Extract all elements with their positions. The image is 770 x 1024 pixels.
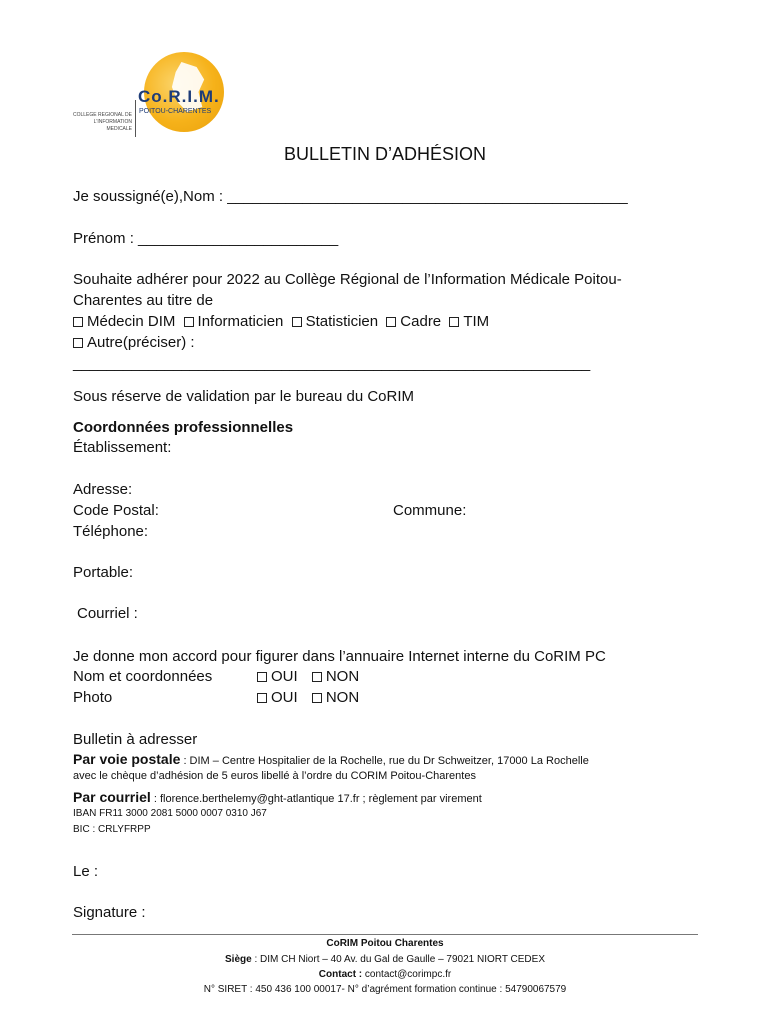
courriel-label: Courriel : <box>77 605 138 622</box>
option-statisticien[interactable]: Statisticien <box>292 313 379 330</box>
options-row <box>73 312 489 332</box>
portable-label: Portable: <box>73 564 134 581</box>
page-title: BULLETIN D’ADHÉSION <box>283 144 487 164</box>
voie-postale-line <box>73 750 589 769</box>
option-cadre[interactable]: Cadre <box>386 313 441 330</box>
courriel-payment-line <box>73 788 482 807</box>
nom-coord-label: Nom et coordonnées <box>73 668 213 685</box>
checkbox-icon[interactable] <box>292 317 302 327</box>
adresse-label: Adresse: <box>73 481 133 498</box>
logo-divider <box>135 100 136 137</box>
bulletin-adresser: Bulletin à adresser <box>73 731 198 748</box>
commune-label: Commune: <box>393 502 467 519</box>
nom-coord-non[interactable]: NON <box>312 668 359 685</box>
nom-coord-oui[interactable]: OUI <box>257 668 298 685</box>
footer-org: CoRIM Poitou Charentes <box>326 938 444 949</box>
checkbox-icon[interactable] <box>312 672 322 682</box>
corim-logo <box>72 50 232 145</box>
le-label: Le : <box>73 863 99 880</box>
checkbox-icon[interactable] <box>386 317 396 327</box>
iban-text: IBAN FR11 3000 2081 5000 0007 0310 J67 <box>73 808 267 819</box>
checkbox-icon[interactable] <box>449 317 459 327</box>
footer-siege <box>0 953 770 967</box>
footer-contact-email[interactable]: contact@corimpc.fr <box>362 969 452 980</box>
souhaite-line2: Charentes au titre de <box>73 292 214 309</box>
footer-siege-text: : DIM CH Niort – 40 Av. du Gal de Gaulle – 79021 NIORT CEDEX <box>251 954 545 965</box>
footer-contact-label: Contact : <box>318 969 363 980</box>
cheque-text: avec le chèque d’adhésion de 5 euros libellé à l’ordre du CORIM Poitou-Charentes <box>73 770 476 782</box>
option-informaticien[interactable]: Informaticien <box>184 313 284 330</box>
souhaite-line1: Souhaite adhérer pour 2022 au Collège Régional de l’Information Médicale Poitou- <box>73 271 622 288</box>
voie-postale-text: : DIM – Centre Hospitalier de la Rochelle, rue du Dr Schweitzer, 17000 La Rochelle <box>180 755 589 767</box>
signature-label: Signature : <box>73 904 146 921</box>
photo-label: Photo <box>73 689 113 706</box>
logo-left-text: COLLEGE REGIONAL DE L'INFORMATION MEDICALE <box>73 112 132 132</box>
nom-field[interactable]: Je soussigné(e),Nom : ________________________________________________ <box>73 188 628 205</box>
checkbox-icon[interactable] <box>73 338 83 348</box>
photo-oui[interactable]: OUI <box>257 689 298 706</box>
footer-contact <box>0 968 770 982</box>
nom-coord-choices <box>257 667 359 687</box>
photo-choices <box>257 688 359 708</box>
code-postal-label: Code Postal: <box>73 502 159 519</box>
footer-siege-label: Siège <box>225 954 252 965</box>
voie-postale-label: Par voie postale <box>73 751 181 767</box>
telephone-label: Téléphone: <box>73 523 149 540</box>
autre-field[interactable]: ______________________________________________________________ <box>73 355 591 372</box>
option-autre[interactable]: Autre(préciser) : <box>73 333 195 353</box>
footer-divider <box>72 934 698 935</box>
logo-subtitle: POITOU-CHARENTES <box>139 108 212 115</box>
accord-text: Je donne mon accord pour figurer dans l’annuaire Internet interne du CoRIM PC <box>73 648 606 665</box>
checkbox-icon[interactable] <box>257 672 267 682</box>
logo-title: Co.R.I.M. <box>138 87 220 106</box>
courriel-payment-label: Par courriel <box>73 789 151 805</box>
checkbox-icon[interactable] <box>73 317 83 327</box>
checkbox-icon[interactable] <box>184 317 194 327</box>
option-medecin-dim[interactable]: Médecin DIM <box>73 313 175 330</box>
etablissement-label: Établissement: <box>73 439 172 456</box>
bic-text: BIC : CRLYFRPP <box>73 824 151 835</box>
checkbox-icon[interactable] <box>312 693 322 703</box>
photo-non[interactable]: NON <box>312 689 359 706</box>
option-tim[interactable]: TIM <box>449 313 489 330</box>
courriel-payment-text: : florence.berthelemy@ght-atlantique 17.fr ; règlement par virement <box>150 793 482 805</box>
prenom-field[interactable]: Prénom : ________________________ <box>73 230 339 247</box>
footer-siret: N° SIRET : 450 436 100 00017- N° d’agrément formation continue : 54790067579 <box>203 984 567 995</box>
reserve-text: Sous réserve de validation par le bureau du CoRIM <box>73 388 415 405</box>
coord-title: Coordonnées professionnelles <box>73 419 294 436</box>
checkbox-icon[interactable] <box>257 693 267 703</box>
